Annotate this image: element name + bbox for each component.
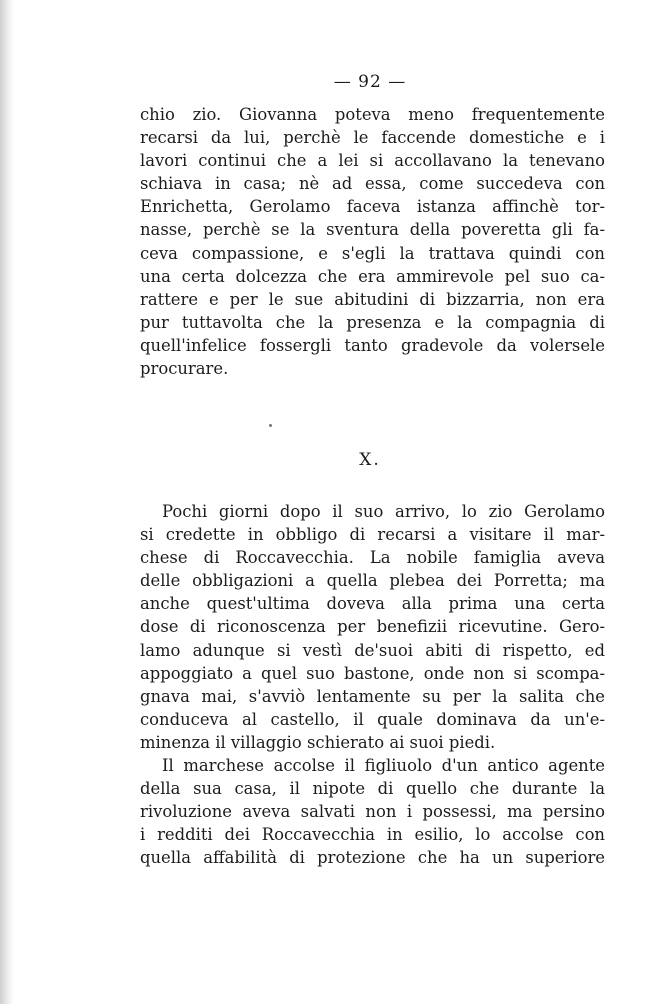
text-line: quella affabilità di protezione che ha un superiore (140, 848, 605, 868)
page-binding-shadow (0, 0, 14, 1004)
text-line: quell'infelice fossergli tanto gradevole da volersele (140, 335, 605, 355)
page-number: — 92 — (333, 72, 407, 92)
chapter-body (140, 500, 605, 870)
continued-paragraph (140, 103, 605, 380)
text-line: Pochi giorni dopo il suo arrivo, lo zio Gerolamo (162, 502, 605, 521)
text-line: anche quest'ultima doveva alla prima una certa (140, 594, 605, 614)
text-line: nasse, perchè se la sventura della poveretta gli fa- (140, 220, 605, 240)
paragraph (140, 754, 605, 869)
text-line: gnava mai, s'avviò lentamente su per la salita che (140, 686, 605, 706)
text-line: dose di riconoscenza per benefizii ricevutine. Gero- (140, 617, 605, 637)
ink-speck (269, 424, 272, 427)
text-line: rattere e per le sue abitudini di bizzarria, non era (140, 289, 605, 309)
text-line: conduceva al castello, il quale dominava da un'e- (140, 709, 605, 729)
paragraph (140, 500, 605, 754)
text-line: minenza il villaggio schierato ai suoi piedi. (140, 732, 496, 752)
text-line: chese di Roccavecchia. La nobile famiglia aveva (140, 548, 605, 568)
text-line: pur tuttavolta che la presenza e la compagnia di (140, 312, 605, 332)
text-line: i redditi dei Roccavecchia in esilio, lo accolse con (140, 825, 605, 845)
text-line: si credette in obbligo di recarsi a visitare il mar- (140, 525, 605, 545)
text-line: una certa dolcezza che era ammirevole pel suo ca- (140, 266, 605, 286)
text-line: delle obbligazioni a quella plebea dei Porretta; ma (140, 571, 605, 591)
text-line: ceva compassione, e s'egli la trattava quindi con (140, 243, 605, 263)
text-line: appoggiato a quel suo bastone, onde non si scompa- (140, 663, 605, 683)
text-line: della sua casa, il nipote di quello che durante la (140, 779, 605, 799)
text-line: Enrichetta, Gerolamo faceva istanza affinchè tor- (140, 197, 605, 217)
text-line: recarsi da lui, perchè le faccende domestiche e i (140, 128, 605, 148)
text-line: procurare. (140, 359, 229, 379)
text-line: chio zio. Giovanna poteva meno frequentemente (140, 105, 605, 124)
text-line: rivoluzione aveva salvati non i possessi, ma persino (140, 802, 605, 822)
text-line: lavori continui che a lei si accollavano la tenevano (140, 151, 605, 171)
text-line: schiava in casa; nè ad essa, come succedeva con (140, 174, 605, 194)
text-line: Il marchese accolse il figliuolo d'un antico agente (162, 756, 605, 776)
chapter-heading: X. (359, 450, 381, 470)
text-line: lamo adunque si vestì de'suoi abiti di rispetto, ed (140, 640, 605, 660)
